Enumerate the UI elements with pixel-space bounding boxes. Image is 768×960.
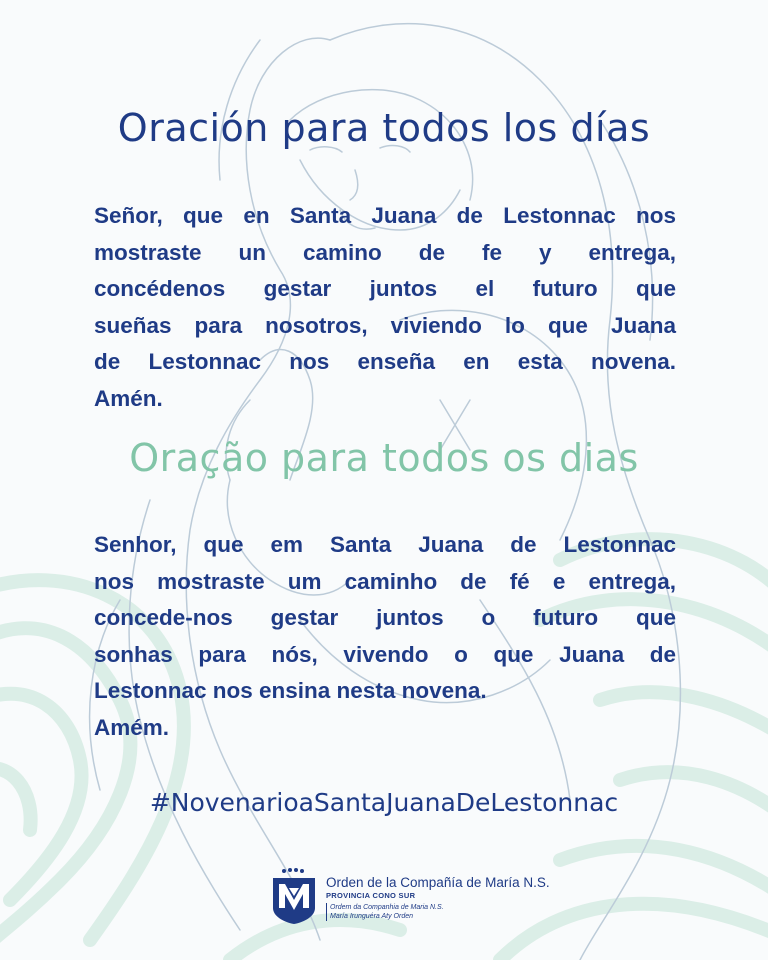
organization-province: PROVINCIA CONO SUR: [326, 891, 416, 900]
prayer-body-portuguese: [94, 527, 676, 746]
hashtag: #NovenarioaSantaJuanaDeLestonnac: [149, 788, 619, 817]
organization-alt-names: [326, 903, 550, 921]
prayer-body-spanish: [94, 198, 676, 417]
prayer-line: de Lestonnac nos enseña en esta novena.: [94, 349, 676, 374]
prayer-line: Amém.: [94, 714, 170, 740]
prayer-line: sonhas para nós, vivendo o que Juana de: [94, 641, 676, 667]
prayer-line: mostraste un camino de fe y entrega,: [94, 239, 676, 265]
prayer-line: sueñas para nosotros, viviendo lo que Juana: [94, 312, 676, 338]
organization-block: [326, 875, 550, 921]
title-spanish: Oración para todos los días: [117, 106, 651, 150]
organization-alt-name: María Irunguéra Aty Orden: [330, 913, 414, 920]
prayer-line: Señor, que en Santa Juana de Lestonnac nos: [94, 203, 676, 228]
prayer-line: nos mostraste um caminho de fé e entrega,: [94, 568, 676, 594]
prayer-line: concede-nos gestar juntos o futuro que: [94, 605, 676, 630]
organization-logo-icon: [269, 868, 319, 924]
prayer-line: Amén.: [94, 385, 163, 411]
prayer-line: Senhor, que em Santa Juana de Lestonnac: [94, 532, 676, 557]
organization-alt-name: Ordem da Companhia de Maria N.S.: [330, 904, 444, 911]
organization-name: Orden de la Compañía de María N.S.: [326, 875, 550, 890]
prayer-line: concédenos gestar juntos el futuro que: [94, 276, 676, 301]
title-portuguese: Oração para todos os dias: [129, 436, 639, 480]
prayer-line: Lestonnac nos ensina nesta novena.: [94, 678, 487, 703]
